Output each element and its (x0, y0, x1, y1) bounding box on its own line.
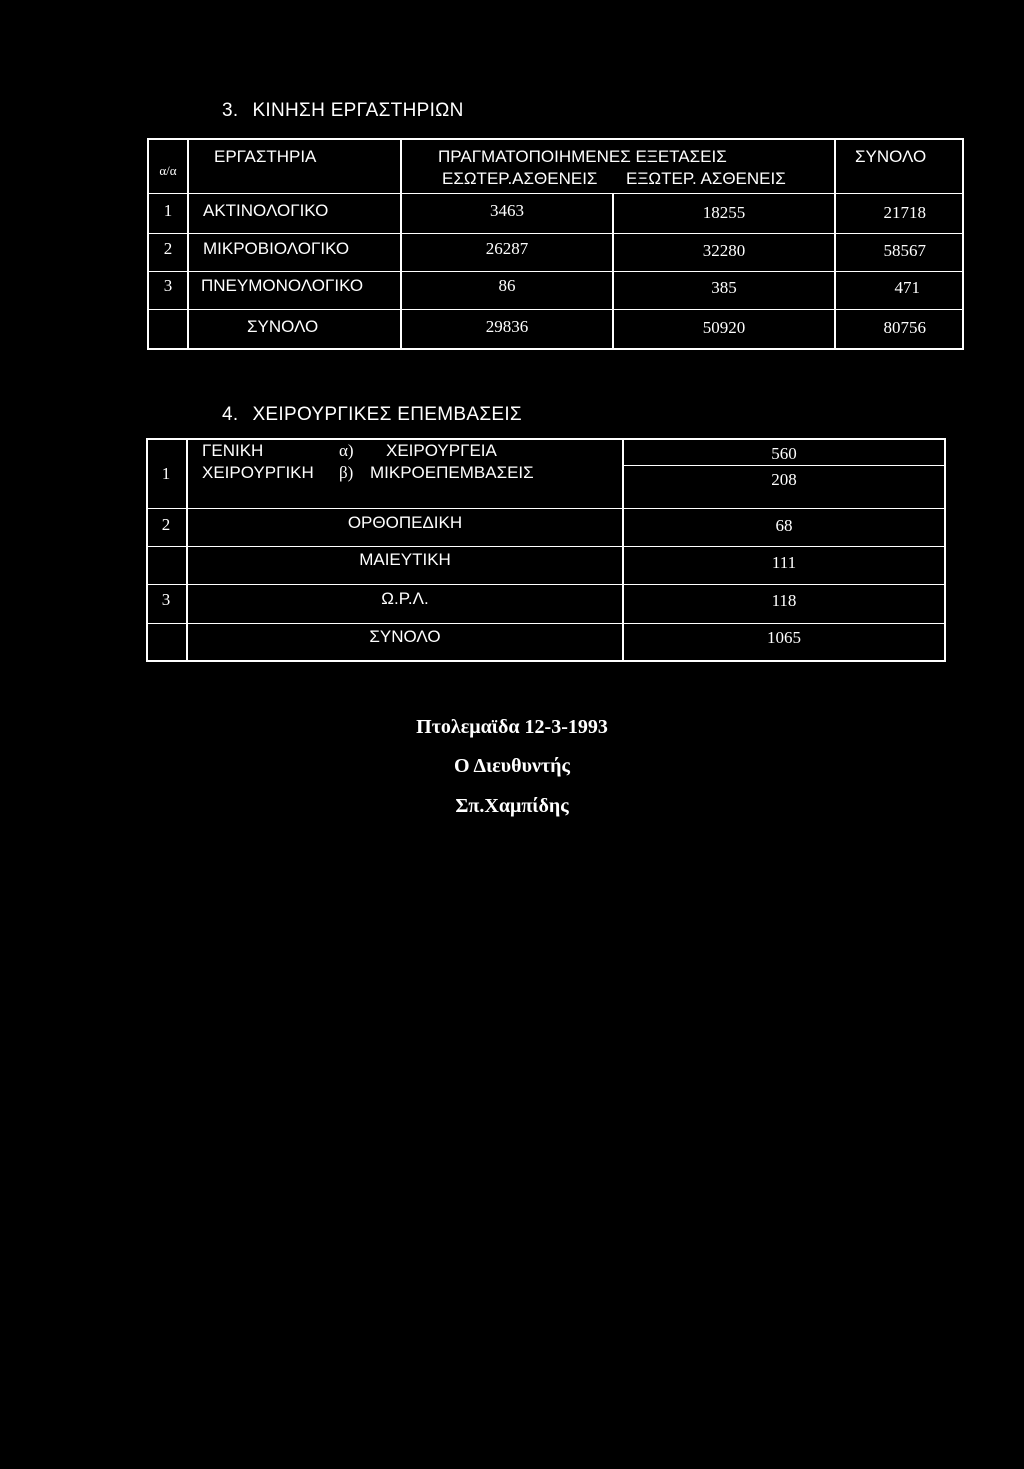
general-label-line2: ΧΕΙΡΟΥΡΓΙΚΗ (202, 463, 314, 482)
row-index: 3 (163, 276, 173, 295)
row-outpatients: 385 (711, 278, 737, 297)
place-date: Πτολεμαϊδα 12-3-1993 (416, 716, 608, 738)
header-index: α/α (159, 163, 177, 178)
section3-title-text: ΚΙΝΗΣΗ ΕΡΓΑΣΤΗΡΙΩΝ (252, 100, 464, 121)
totals-inpatients: 29836 (485, 317, 529, 336)
signatory-role: Ο Διευθυντής (454, 755, 570, 777)
totals-value: 1065 (767, 628, 801, 647)
header-total: ΣΥΝΟΛΟ (855, 147, 927, 166)
totals-label: ΣΥΝΟΛΟ (247, 317, 319, 336)
table-rule (146, 584, 946, 585)
totals-label: ΣΥΝΟΛΟ (369, 627, 441, 646)
row-label: Ω.Ρ.Λ. (381, 589, 429, 608)
table-border-top (146, 438, 946, 440)
section4-title-text: ΧΕΙΡΟΥΡΓΙΚΕΣ ΕΠΕΜΒΑΣΕΙΣ (252, 404, 522, 425)
row-inpatients: 26287 (485, 239, 529, 258)
sub-b-label: ΜΙΚΡΟΕΠΕΜΒΑΣΕΙΣ (370, 463, 534, 482)
header-exams: ΠΡΑΓΜΑΤΟΠΟΙΗΜΕΝΕΣ ΕΞΕΤΑΣΕΙΣ (438, 147, 727, 166)
row-inpatients: 86 (498, 276, 516, 295)
row-index: 1 (163, 201, 173, 220)
row-total: 58567 (883, 241, 926, 260)
table-rule (146, 623, 946, 624)
row-index: 2 (161, 515, 171, 534)
signatory-name: Σπ.Χαμπίδης (455, 795, 569, 817)
table-border-bottom (146, 660, 946, 662)
row-value: 68 (775, 516, 793, 535)
sub-b-value: 208 (771, 470, 797, 489)
row-outpatients: 18255 (702, 203, 746, 222)
row-lab: ΑΚΤΙΝΟΛΟΓΙΚΟ (203, 201, 329, 220)
section4-number: 4. (222, 404, 239, 425)
header-inpatients: ΕΣΩΤΕΡ.ΑΣΘΕΝΕΙΣ (442, 169, 598, 188)
totals-total: 80756 (883, 318, 926, 337)
sub-a-value: 560 (771, 444, 797, 463)
sub-a-label: ΧΕΙΡΟΥΡΓΕΙΑ (386, 441, 497, 460)
sub-a-marker: α) (339, 441, 354, 460)
row-total: 471 (894, 278, 920, 297)
row-total: 21718 (883, 203, 926, 222)
row-inpatients: 3463 (490, 201, 524, 220)
table-rule (146, 546, 946, 547)
header-outpatients: ΕΞΩΤΕΡ. ΑΣΘΕΝΕΙΣ (626, 169, 786, 188)
row-label: ΜΑΙΕΥΤΙΚΗ (359, 550, 451, 569)
row-index: 3 (161, 590, 171, 609)
section3-number: 3. (222, 100, 239, 121)
row-label: ΟΡΘΟΠΕΔΙΚΗ (347, 513, 463, 532)
totals-outpatients: 50920 (702, 318, 746, 337)
row-lab: ΠΝΕΥΜΟΝΟΛΟΓΙΚΟ (201, 276, 364, 295)
row-index: 2 (163, 239, 173, 258)
row-lab: ΜΙΚΡΟΒΙΟΛΟΓΙΚΟ (203, 239, 350, 258)
row-index: 1 (161, 464, 171, 483)
header-lab: ΕΡΓΑΣΤΗΡΙΑ (214, 147, 317, 166)
general-label-line1: ΓΕΝΙΚΗ (202, 441, 264, 460)
surgery-table (0, 0, 1024, 680)
table-rule (146, 508, 946, 509)
table-rule (623, 465, 946, 466)
sub-b-marker: β) (339, 463, 354, 482)
row-value: 111 (771, 553, 797, 572)
row-value: 118 (771, 591, 797, 610)
table-border-right (944, 438, 946, 662)
row-outpatients: 32280 (702, 241, 746, 260)
